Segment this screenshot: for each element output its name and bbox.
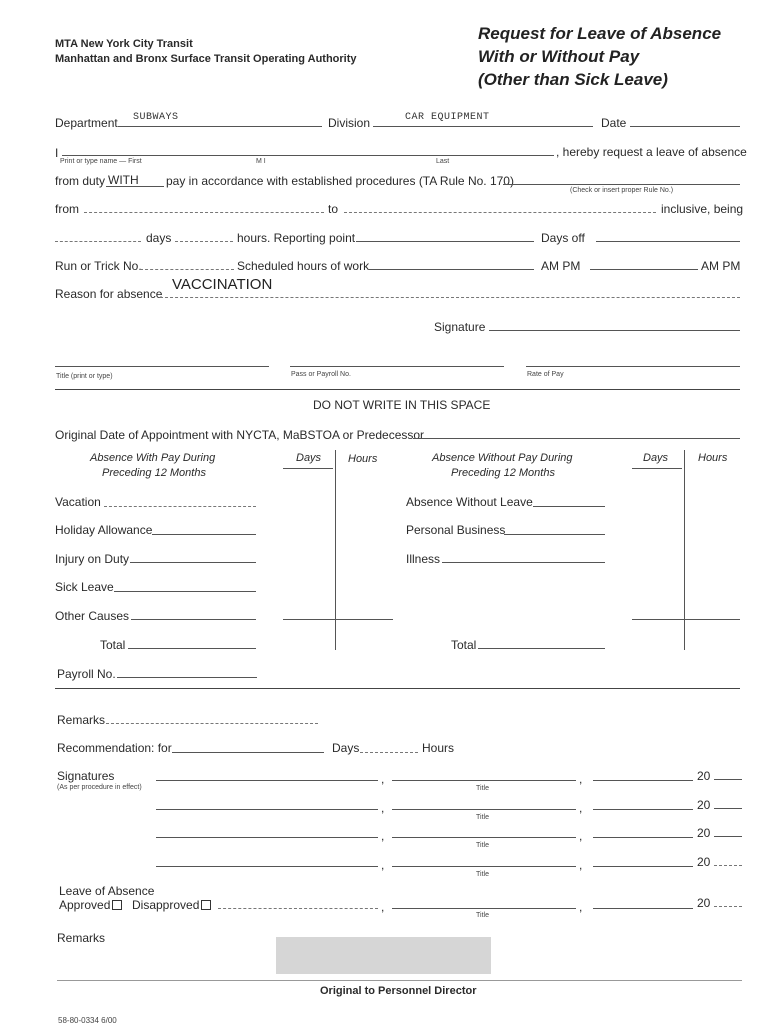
approved-text: Approved [59, 898, 111, 912]
days-off-label: Days off [541, 231, 585, 245]
signature-4-field[interactable] [156, 866, 378, 867]
procedure-note: (As per procedure in effect) [57, 784, 142, 791]
recommendation-days-field[interactable] [360, 752, 418, 753]
pay-procedure-label: pay in accordance with established procedures (TA Rule No. 170) [166, 174, 514, 188]
recommendation-days-label: Days [332, 741, 360, 755]
signature-2-title-field[interactable] [392, 809, 576, 810]
approval-year-field[interactable] [714, 906, 742, 907]
signature-3-date-field[interactable] [593, 837, 693, 838]
holiday-allowance-label: Holiday Allowance [55, 523, 153, 537]
scheduled-end-field[interactable] [590, 269, 698, 270]
reporting-point-field[interactable] [356, 241, 534, 242]
with-pay-days-header: Days [296, 452, 322, 464]
payroll-no-label: Payroll No. [57, 667, 116, 681]
without-pay-header-line1: Absence Without Pay During [432, 452, 573, 464]
signature-2-date-field[interactable] [593, 809, 693, 810]
without-pay-header-line2: Preceding 12 Months [451, 467, 555, 479]
redacted-stamp-area [276, 937, 491, 974]
signature-1-year-prefix: 20 [697, 769, 711, 783]
signature-4-year-field[interactable] [714, 865, 742, 866]
remarks-label: Remarks [57, 713, 106, 727]
recommendation-hours-label: Hours [422, 741, 455, 755]
signature-3-year-field[interactable] [714, 836, 742, 837]
disapproved-label [132, 898, 211, 912]
department-field[interactable] [118, 126, 322, 127]
approval-title-field[interactable] [392, 908, 576, 909]
signature-2-field[interactable] [156, 809, 378, 810]
right-total-field[interactable] [478, 648, 605, 649]
from-label: from [55, 202, 79, 216]
recommendation-field[interactable] [172, 752, 324, 753]
date-field[interactable] [630, 126, 740, 127]
do-not-write-heading: DO NOT WRITE IN THIS SPACE [313, 398, 491, 412]
run-trick-label: Run or Trick No. [55, 259, 142, 273]
name-field[interactable] [62, 155, 554, 156]
payroll-no-field[interactable] [117, 677, 257, 678]
without-pay-hours-header: Hours [698, 452, 728, 464]
appointment-date-label: Original Date of Appointment with NYCTA, MaBSTOA or Predecessor [55, 428, 425, 442]
hours-count-field[interactable] [175, 241, 233, 242]
signature-1-title-field[interactable] [392, 780, 576, 781]
am-pm-end[interactable]: AM PM [701, 259, 741, 273]
title-field[interactable] [55, 366, 269, 367]
run-trick-field[interactable] [140, 269, 234, 270]
reporting-point-label: hours. Reporting point [237, 231, 356, 245]
without-pay-days-header: Days [643, 452, 669, 464]
personal-business-field[interactable] [504, 534, 605, 535]
signature-label: Signature [434, 320, 486, 334]
division-label: Division [328, 116, 371, 130]
days-label: days [146, 231, 172, 245]
approval-date-field[interactable] [593, 908, 693, 909]
approval-signature-field[interactable] [218, 908, 378, 909]
sick-leave-field[interactable] [114, 591, 256, 592]
absence-without-leave-label: Absence Without Leave [406, 495, 533, 509]
to-date-field[interactable] [344, 212, 656, 213]
rate-of-pay-label: Rate of Pay [527, 371, 564, 378]
approval-year-prefix: 20 [697, 896, 711, 910]
appointment-date-field[interactable] [413, 438, 740, 439]
signatures-label: Signatures [57, 769, 115, 783]
with-pay-hours-header: Hours [348, 453, 378, 465]
signature-4-title-label: Title [476, 871, 489, 878]
title-print-label: Title (print or type) [56, 373, 113, 380]
division-value: CAR EQUIPMENT [405, 112, 490, 123]
rate-of-pay-field[interactable] [526, 366, 740, 367]
approval-title-label: Title [476, 912, 489, 919]
vacation-label: Vacation [55, 495, 101, 509]
from-date-field[interactable] [84, 212, 324, 213]
form-title-line1: Request for Leave of Absence [478, 24, 722, 43]
left-total-label: Total [100, 638, 126, 652]
leave-of-absence-label: Leave of Absence [59, 884, 155, 898]
left-total-field[interactable] [128, 648, 256, 649]
days-header-rule-right [632, 468, 682, 469]
pass-payroll-field[interactable] [290, 366, 504, 367]
office-section-divider [55, 688, 740, 689]
date-label: Date [601, 116, 627, 130]
absence-without-leave-field[interactable] [533, 506, 605, 507]
form-number: 58-80-0334 6/00 [58, 1016, 117, 1024]
scheduled-hours-label: Scheduled hours of work [237, 259, 370, 273]
disapproved-text: Disapproved [132, 898, 200, 912]
sick-leave-label: Sick Leave [55, 580, 114, 594]
signature-field[interactable] [489, 330, 740, 331]
vacation-field[interactable] [104, 506, 256, 507]
check-rule-label: (Check or insert proper Rule No.) [570, 187, 674, 194]
am-pm-start[interactable]: AM PM [541, 259, 581, 273]
inclusive-label: inclusive, being [661, 202, 744, 216]
department-label: Department [55, 116, 118, 130]
with-pay-header-line1: Absence With Pay During [90, 452, 216, 464]
signature-3-title-label: Title [476, 842, 489, 849]
from-duty-value: WITH [108, 173, 139, 187]
name-last-label: Last [436, 158, 450, 165]
remarks-2-label: Remarks [57, 931, 106, 945]
section-divider [55, 389, 740, 390]
signature-1-year-field[interactable] [714, 779, 742, 780]
org-authority: Manhattan and Bronx Surface Transit Operating Authority [55, 53, 357, 65]
signature-4-title-field[interactable] [392, 866, 576, 867]
holiday-allowance-field[interactable] [152, 534, 256, 535]
signature-2-title-label: Title [476, 814, 489, 821]
org-name: MTA New York City Transit [55, 38, 193, 50]
signature-3-year-prefix: 20 [697, 826, 711, 840]
illness-label: Illness [406, 552, 441, 566]
disapproved-checkbox[interactable] [201, 900, 211, 910]
hereby-request-label: , hereby request a leave of absence [556, 145, 747, 159]
remarks-field[interactable] [106, 723, 318, 724]
department-value: SUBWAYS [133, 112, 179, 123]
reason-label: Reason for absence [55, 287, 163, 301]
signature-1-title-label: Title [476, 785, 489, 792]
original-to-label: Original to Personnel Director [320, 985, 477, 997]
with-pay-header-line2: Preceding 12 Months [102, 467, 206, 479]
signature-4-year-prefix: 20 [697, 855, 711, 869]
days-count-field[interactable] [55, 241, 141, 242]
from-duty-label: from duty [55, 174, 106, 188]
recommendation-label: Recommendation: for [57, 741, 172, 755]
with-without-field[interactable] [106, 186, 164, 187]
signature-1-date-field[interactable] [593, 780, 693, 781]
days-off-field[interactable] [596, 241, 740, 242]
reason-value: VACCINATION [172, 276, 273, 293]
other-causes-days-hours-field[interactable] [283, 619, 393, 620]
without-pay-column-divider [684, 450, 685, 650]
with-pay-column-divider [335, 450, 336, 650]
other-causes-label: Other Causes [55, 609, 130, 623]
right-total-label: Total [451, 638, 477, 652]
signature-2-year-prefix: 20 [697, 798, 711, 812]
signature-1-field[interactable] [156, 780, 378, 781]
form-title-line2: With or Without Pay [478, 47, 640, 66]
days-header-rule [283, 468, 333, 469]
other-causes-field[interactable] [131, 619, 256, 620]
reason-field[interactable] [160, 297, 740, 298]
pass-payroll-label: Pass or Payroll No. [291, 371, 351, 378]
injury-on-duty-label: Injury on Duty [55, 552, 130, 566]
signature-4-date-field[interactable] [593, 866, 693, 867]
signature-2-year-field[interactable] [714, 808, 742, 809]
signature-3-field[interactable] [156, 837, 378, 838]
rule-number-field[interactable] [503, 184, 740, 185]
approved-label [59, 898, 122, 912]
personal-business-label: Personal Business [406, 523, 506, 537]
illness-field[interactable] [442, 562, 605, 563]
approved-checkbox[interactable] [112, 900, 122, 910]
division-field[interactable] [373, 126, 593, 127]
right-days-hours-field[interactable] [632, 619, 740, 620]
i-label: I [55, 146, 59, 160]
signature-3-title-field[interactable] [392, 837, 576, 838]
injury-on-duty-field[interactable] [130, 562, 256, 563]
form-title-line3: (Other than Sick Leave) [478, 70, 668, 89]
to-label: to [328, 202, 339, 216]
scheduled-start-field[interactable] [369, 269, 534, 270]
footer-divider [57, 980, 742, 981]
name-mi-label: M I [256, 158, 266, 165]
name-first-label: Print or type name — First [60, 158, 142, 165]
